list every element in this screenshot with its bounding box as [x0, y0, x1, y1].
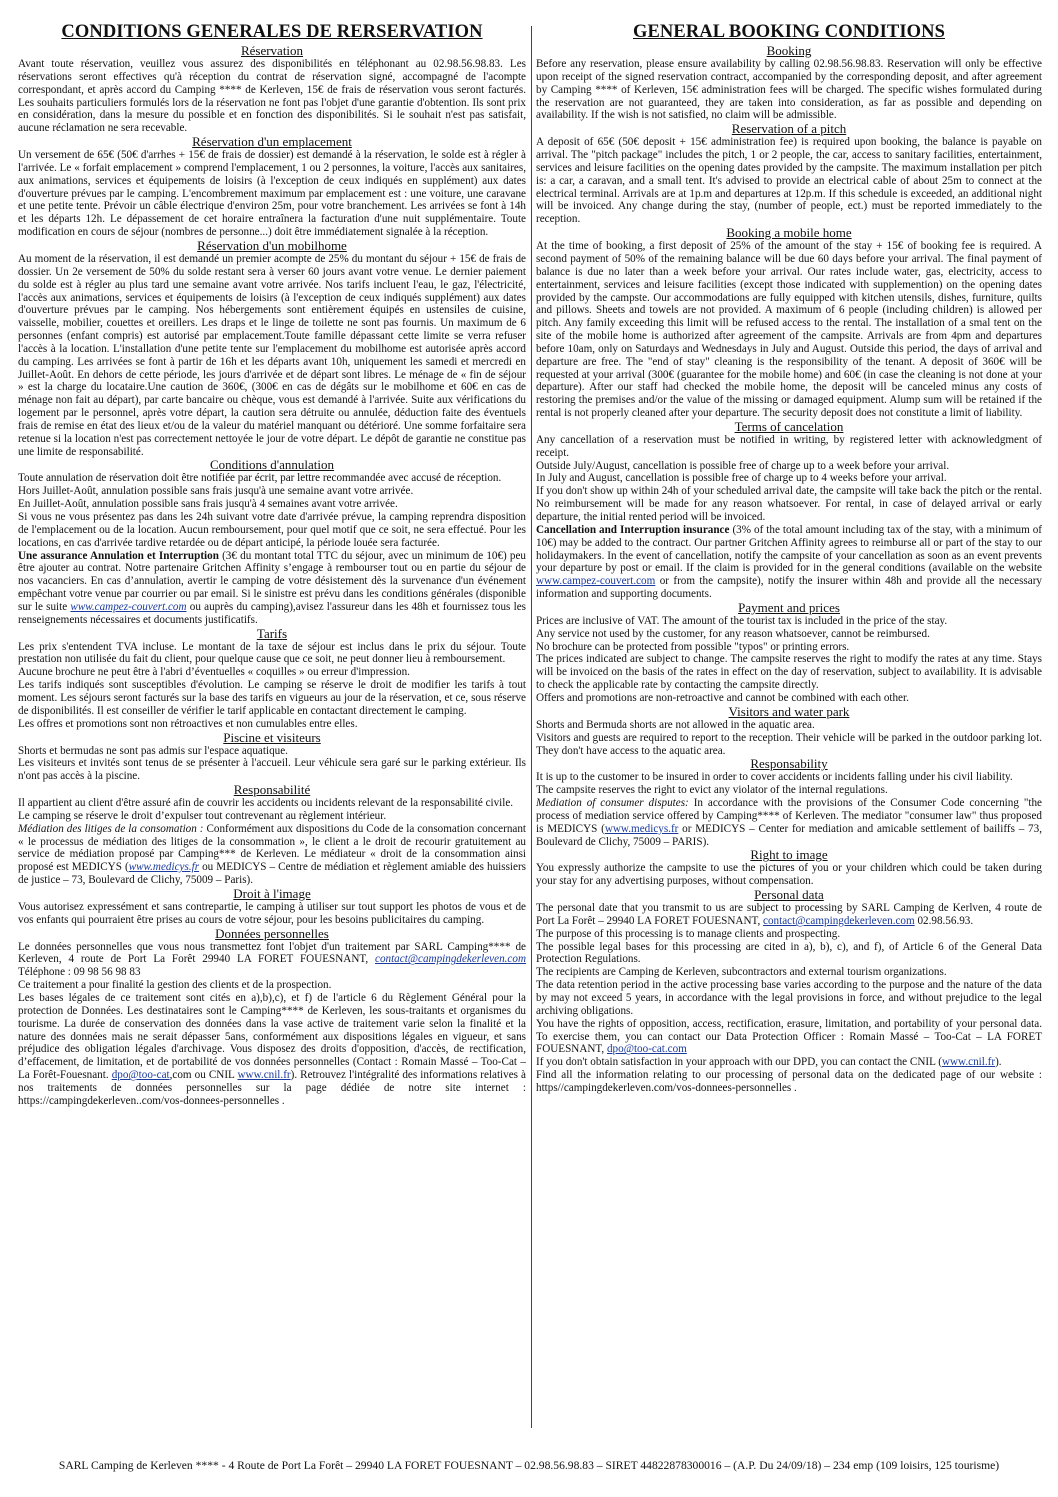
section-heading: Booking a mobile home	[726, 225, 852, 241]
section-paragraph: Ce traitement a pour finalité la gestion des clients et de la prospection.	[18, 979, 332, 992]
english-title: GENERAL BOOKING CONDITIONS	[632, 22, 946, 42]
section-heading: Tarifs	[256, 625, 288, 641]
section-heading: Données personnelles	[215, 925, 329, 941]
section-paragraph: No brochure can be protected from possible "typos" or printing errors.	[536, 640, 850, 653]
inline-link[interactable]: www.cnil.fr	[941, 1056, 996, 1069]
french-title: CONDITIONS GENERALES DE RERSERVATION	[61, 22, 483, 42]
section-paragraph: Find all the information relating to our processing of personal data on the dedicated page of our website : https//campingdekerleven.com/vos-donnees-personnelles .	[536, 1069, 1042, 1094]
section-paragraph: If you don't obtain satisfaction in your approach with our DPD, you can contact the CNIL (www.cnil.fr).	[536, 1056, 1002, 1069]
section-paragraph: At the time of booking, a first deposit of 25% of the amount of the stay + 15€ of booking fee is required. A second payment of 50% of the remaining balance will be due 60 days before your arrival. The final payment of balance is due no later than a week before your arrival. Our rates include water, gas, electricity, access to entertainment, services and leisure facilities (except those indicated with supplemention) on the opening dates provided by the campste. Our accommodations are fully equipped with kitchen utensils, dishes, furniture, quilts and pillows. Sheets and towels are not provided. A maximum of 6 people (including children) is allowed per pitch. Any family exceeding this limit will be refused access to the rental. The installation of a smal tent on the site of the mobile home is authorized after agreement of the campsite. Arrivals are from 4pm and departures before 10am, only on Saturdays and Wednesdays in July and August. Outside this period, the days of arrival and departure are free. The "end of stay" cleaning is the responsibility of the tenant. A deposit of 360€ will be requested at your arrival (300€ (guarantee for the mobile home) and 60€ (in case the cleaning is not done at your departure). After our staff had checked the mobile home, the deposit will be canceled minus any costs of restoring the premises and/or the value of the missing or damaged equipment. Alump sum will be retained if the rental is not properly cleaned after your departure. The security deposit does not constitute a limit of liability.	[536, 240, 1042, 420]
section-paragraph: Aucune brochure ne peut être à l'abri d’éventuelles « coquilles » ou erreur d'impression.	[18, 666, 410, 679]
section-heading: Booking	[766, 43, 812, 58]
section-paragraph: A deposit of 65€ (50€ deposit + 15€ administration fee) is required upon booking, the balance is payable on arrival. The "pitch package" includes the pitch, 1 or 2 people, the car, access to sanitary facilities, entertainment, services and leisure facilities on the opening dates provided by the campsite. The maximum installation per pitch is: a car, a caravan, and a small tent. It's advised to provide an electrical cable of about 25m to connect at the electrical terminal. Arrivals are at 1p.m and departures at 12p.m. If this schedule is exceeded, an additional night will be invoiced. Any change during the stay, (number of people, ect.) must be reported immediately to the reception.	[536, 136, 1042, 226]
section-paragraph: If you don't show up within 24h of your scheduled arrival date, the campsite will take back the pitch or the rental. No reimbursement will be made for any reason whatsoever. For rental, in case of delayed arrival or early departure, the initial rented period will be invoiced.	[536, 485, 1042, 523]
section-paragraph: Avant toute réservation, veuillez vous assurez des disponibilités en téléphonant au 02.98.56.98.83. Les réservations seront effectives qu'à réception du contrat de réservation signé, accompagné de l'acompte correspondant, et après accord du Camping **** de Kerleven, 15€ de frais de réservation vous seront facturés. Les souhaits particuliers formulés lors de la réservation ne font pas l'objet d'une garantie d'obtention. Ils sont prix en considération, dans la mesure du possible et en fonction des disponibilités. Si le souhait n'est pas satisfait, aucune réclamation ne sera recevable.	[18, 58, 526, 135]
section-heading: Droit à l'image	[233, 885, 311, 901]
section-paragraph: Outside July/August, cancellation is possible free of charge up to a week before your arrival.	[536, 459, 950, 472]
section-paragraph: Visitors and guests are required to report to the reception. Their vehicle will be parked in the outdoor parking lot. They don't have access to the aquatic area.	[536, 731, 1042, 757]
section-paragraph: Les prix s'entendent TVA incluse. Le montant de la taxe de séjour est inclus dans le prix du séjour. Toute prestation non utilisée du fait du client, pour quelque cause que ce soit, ne peut donner lieu à remboursement.	[18, 640, 526, 666]
french-sections	[18, 44, 526, 1108]
section-paragraph: Cancellation and Interruption insurance (3% of the total amount including tax of the stay, with a minimum of 10€) may be added to the contract. Our partner Gritchen Affinity agrees to reimburse all or part of the stay to our holidaymakers. In the event of cancellation, notify the campsite of your cancellation as soon as an event prevents your departure by post or email. If the claim is provided for in the general conditions (available on the website www.campez-couvert.com or from the campsite), notify the insurer within 48h and provide all the necessary information and supporting documents.	[536, 523, 1043, 601]
section-paragraph: Toute annulation de réservation doit être notifiée par écrit, par lettre recommandée avec accusé de réception.	[18, 472, 502, 485]
section-paragraph: Any cancellation of a reservation must be notified in writing, by registered letter with acknowledgment of receipt.	[536, 433, 1042, 459]
section-paragraph: It is up to the customer to be insured in order to cover accidents or incidents falling under his civil liability.	[536, 771, 1013, 784]
section-heading: Payment and prices	[738, 599, 840, 615]
section-paragraph: Une assurance Annulation et Interruption (3€ du montant total TTC du séjour, avec un minimum de 10€) peu être ajouter au contrat. Notre partenaire Gritchen Affinity s’engage à rembourser tout ou en partie du séjour de nos vacanciers. En cas d’annulation, avertir le camping de votre désistement dès la survenance d'un événement empêchant votre venue par courrier ou par email. Si le sinistre est prévu dans les conditions générales (disponible sur le suite www.campez-couvert.com ou auprès du camping),avisez l'assureur dans les 48h et fournissez tous les renseignements nécessaires et documents justificatifs.	[18, 549, 527, 626]
inline-link[interactable]: www.campez-couvert.com	[70, 600, 187, 613]
document-page	[18, 22, 1042, 1442]
section-paragraph: Before any reservation, please ensure availability by calling 02.98.56.98.83. Reservation will only be effective upon receipt of the signed reservation contract, accompanied by the corresponding deposit, and after agreement by Camping **** of Kerleven, 15€ administration fees will be charged. The specific wishes formulated during the reservation are not guaranteed, they are taken into consideration, as far as possible and depending on availability. If the wish is not satisfied, no claim will be admissible.	[536, 58, 1042, 122]
section-paragraph: Le camping se réserve le droit d’expulser tout contrevenant au règlement intérieur.	[18, 809, 387, 822]
section-heading: Visitors and water park	[728, 703, 850, 719]
section-paragraph: The personal date that you transmit to us are subject to processing by SARL Camping de Kerlven, 4 route de Port La Forêt – 29940 LA FORET FOUESNANT, contact@campingdekerleven.com 02.98.56.93.	[536, 902, 1042, 927]
inline-link[interactable]: dpo@too-cat.com	[606, 1043, 687, 1056]
inline-link[interactable]: www.medicys.fr	[604, 822, 679, 835]
section-heading: Terms of cancelation	[734, 418, 844, 434]
inline-link[interactable]: www.campez-couvert.com	[536, 575, 656, 588]
inline-link[interactable]: www.medicys.fr	[128, 861, 200, 874]
section-paragraph: In July and August, cancellation is possible free of charge up to 4 weeks before your arrival.	[536, 472, 947, 485]
section-heading: Réservation d'un emplacement	[192, 134, 352, 150]
english-column	[536, 22, 1042, 1095]
section-paragraph: Prices are inclusive of VAT. The amount of the tourist tax is included in the price of the stay.	[536, 614, 948, 627]
section-paragraph: The data retention period in the active processing base varies according to the purpose and the nature of the data by may not exceed 5 years, in accordance with the legal provisions in force, and without prejudice to the legal archiving obligations.	[536, 979, 1042, 1017]
section-paragraph: Les offres et promotions sont non rétroactives et non cumulables entre elles.	[18, 717, 358, 730]
section-paragraph: Any service not used by the customer, for any reason whatsoever, cannot be reimbursed.	[536, 627, 930, 640]
section-paragraph: Au moment de la réservation, il est demandé un premier acompte de 25% du montant du séjour + 15€ de frais de dossier. Un 2e versement de 50% du solde restant sera à verser 60 jours avant votre venue. Le dernier paiement du solde est à régler au plus tard une semaine avant votre arrivée. Nos tarifs incluent l'eau, le gaz, l'électricité, l'accès aux animations, services et équipements de loisirs (à l'exception de ceux indiqués supplément) aux dates d'ouverture prévues par le camping. Nos hébergements sont entièrement équipés en ustensiles de cuisine, vaisselle, mobilier, couettes et oreillers. Les draps et le linge de toilette ne sont pas fournis. Un maximum de 6 personnes (enfant compris) est autorisé par emplacement.Toute famille dépassant cette limite se verra refuser l'accès à la location. L'installation d'une petite tente sur l'emplacement du mobilhome est autorisée après accord du camping. Les arrivées se font à partir de 16h et les départs avant 10h, uniquement les samedi et mercredi en Juillet-Août. En dehors de cette période, les jours d'arrivée et de départ sont libres. Le ménage de « fin de séjour » est la charge du locataire.Une caution de 360€, (300€ en cas de dégâts sur le mobilhome et 60€ en cas de ménage non fait au départ), par carte bancaire ou chèque, vous est demandé à l'arrivée. Suite aux vérifications du logement par le personnel, après votre départ, la caution sera détruite ou annulée, déduction faite des éventuels frais de remise en état des lieux et/ou de la valeur du matériel manquant ou détérioré. Une somme forfaitaire sera retenue si la location n'est pas correctement nettoyée le jour de votre départ. Le dépôt de garantie ne constitue pas une limite de responsabilité.	[18, 252, 526, 458]
section-paragraph: The recipients are Camping de Kerleven, subcontractors and external tourism organizations.	[536, 966, 947, 979]
french-column	[18, 22, 526, 1108]
section-paragraph: Les bases légales de ce traitement sont cités en a),b),c), et f) de l'article 6 du Règlement Général pour la protection de Données. Les destinataires sont le Camping**** de Kerleven, les sous-traitants et organismes du tourisme. La durée de conservation des données dans la vase active de traitement varie selon la finalité et la nature des données mais ne serait dépasser 5ans, conformément aux dispositions légales en vigueur, et sans préjudice des obligation légales d'archivage. Vous disposez des droits d'opposition, d'accès, de rectification, d’effacement, de limitation, et de portabilité de vos données personnelles (Contact : Romain Massé – Too-Cat – La Forêt-Fouesnant. dpo@too-cat,com ou CNIL www.cnil.fr). Retrouvez l'intégralité des informations relatives à nos traitements de données personnelles sur la page dédiée de notre site internet : https://campingdekerleven..com/vos-donnees-personnelles .	[18, 992, 527, 1107]
section-heading: Responsabilité	[233, 782, 311, 798]
inline-link[interactable]: dpo@too-cat	[111, 1069, 170, 1082]
section-heading: Réservation d'un mobilhome	[197, 237, 347, 253]
section-paragraph: Les tarifs indiqués sont susceptibles d'évolution. Le camping se réserve le droit de modifier les tarifs à tout moment. Les séjours seront facturés sur la base des tarifs en vigueurs au jour de la réservation, et ce, sous réserve de disponibilités. Il est conseiller de vérifier le tarif applicable en contactant directement le camping.	[18, 679, 526, 717]
english-sections	[536, 44, 1042, 1095]
section-heading: Piscine et visiteurs	[223, 729, 321, 745]
section-paragraph: En Juillet-Août, annulation possible sans frais jusqu'à 4 semaines avant votre arrivée.	[18, 498, 398, 511]
section-paragraph: Il appartient au client d'être assuré afin de couvrir les accidents ou incidents relevant de la responsabilité civile.	[18, 797, 514, 810]
section-heading: Reservation of a pitch	[731, 121, 847, 137]
section-paragraph: You expressly authorize the campsite to use the pictures of you or your children which could be taken during your stay for any advertising purposes, without compensation.	[536, 862, 1042, 888]
section-paragraph: Vous autorisez expressément et sans contrepartie, le camping à utiliser sur tout support les photos de vous et de vos enfants qui pourraient être prises au cours de votre séjour, pour les besoins publicitaires du camping.	[18, 900, 526, 926]
section-paragraph: Si vous ne vous présentez pas dans les 24h suivant votre date d'arrivée prévue, la camping reprendra disposition de l'emplacement ou de la location. Aucun remboursement, pour quel motif que ce soit, ne sera effectué. Pour les locations, en cas d'arrivée tardive retardée ou de départ anticipé, la période louée sera facturée.	[18, 511, 526, 549]
section-heading: Réservation	[240, 43, 304, 58]
section-paragraph: Les visiteurs et invités sont tenus de se présenter à l'accueil. Leur véhicule sera garé sur le parking extérieur. Ils n'ont pas accès à la piscine.	[18, 757, 526, 783]
section-paragraph: The possible legal bases for this processing are cited in a), b), c), and f), of Article 6 of the General Data Protection Regulations.	[536, 940, 1042, 966]
section-heading: Conditions d'annulation	[209, 457, 335, 473]
inline-link[interactable]: www.cnil.fr	[237, 1069, 291, 1082]
section-paragraph: The purpose of this processing is to manage clients and prospecting.	[536, 927, 841, 940]
section-paragraph: Offers and promotions are non-retroactive and cannot be combined with each other.	[536, 691, 909, 704]
section-paragraph: Mediation of consumer disputes: In accordance with the provisions of the Consumer Code concerning "the process of mediation service offered by Camping**** of Kerleven. The mediator "consumer law" thus proposed is MEDICYS (www.medicys.fr or MEDICYS – Center for mediation and amicable settlement of bailiffs – 73, Boulevard de Clichy, 75009 – PARIS).	[536, 797, 1043, 848]
section-paragraph: The campsite reserves the right to evict any violator of the internal regulations.	[536, 784, 888, 797]
company-footer: SARL Camping de Kerleven **** - 4 Route de Port La Forêt – 29940 LA FORET FOUESNANT – 02.98.56.98.83 – SIRET 44822878300016 – (A.P. Du 24/09/18) – 234 emp (109 loisirs, 125 tourisme)	[58, 1459, 1000, 1472]
section-heading: Right to image	[750, 847, 828, 863]
inline-link[interactable]: contact@campingdekerleven.com	[763, 914, 915, 927]
section-paragraph: Shorts et bermudas ne sont pas admis sur l'espace aquatique.	[18, 744, 288, 757]
section-paragraph: Hors Juillet-Août, annulation possible sans frais jusqu'à une semaine avant votre arrivée.	[18, 485, 414, 498]
section-paragraph: The prices indicated are subject to change. The campsite reserves the right to modify the rates at any time. Stays will be invoiced on the basis of the rates in effect on the day of reservation, subject to availability. It is advisable to check the applicable rate by contacting the campsite directly.	[536, 653, 1042, 692]
section-heading: Personal data	[754, 887, 824, 903]
section-paragraph: Le données personnelles que vous nous transmettez font l'objet d'un traitement par SARL Camping**** de Kerleven, 4 route de Port La Forêt 29940 LA FORET FOUESNANT, contact@campingdekerleven.com Téléphone : 09 98 56 98 83	[18, 940, 526, 979]
section-paragraph: Médiation des litiges de la consomation : Conformément aux dispositions du Code de la consomation concernant « le processus de médiation des litiges de la consommation », le client a le droit de recourir gratuitement au service de médiation proposé par Camping*** de Kerleven. Le médiateur « droit de la consommation ainsi proposé est MEDICYS (www.medicys.fr ou MEDICYS – Centre de médiation et règlement amiable des huissiers de justice – 73, Boulevard de Clichy, 75009 – Paris).	[18, 822, 526, 887]
inline-link[interactable]: contact@campingdekerleven.com	[375, 953, 526, 966]
column-divider	[531, 26, 532, 1428]
section-paragraph: You have the rights of opposition, access, rectification, erasure, limitation, and portability of your personal data. To exercise them, you can contact our Data Protection Officer : Romain Massé – Too-Cat – LA FORET FOUESNANT, dpo@too-cat.com	[536, 1017, 1042, 1056]
section-paragraph: Shorts and Bermuda shorts are not allowed in the aquatic area.	[536, 718, 815, 731]
section-paragraph: Un versement de 65€ (50€ d'arrhes + 15€ de frais de dossier) est demandé à la réservation, le solde est à régler à l'arrivée. Le « forfait emplacement » comprend l'emplacement, 1 ou 2 personnes, la voiture, l'accès aux sanitaires, aux animations, services et équipements de loisirs (à l'exception de ceux indiqués en supplément) aux dates d'ouverture prévues par le camping. L'encombrement maximum par emplacement est : une voiture, une caravane et une petite tente. Prévoir un câble électrique d'environ 25m, pour votre branchement. Les arrivées se font à 14h et les départs 12h. Le dépassement de cet horaire entraînera la facturation d'une nuit supplémentaire. Toute modification en cours de séjour (nombres de personne...) doit être immédiatement signalée à la réception.	[18, 149, 526, 239]
section-heading: Responsability	[750, 756, 828, 772]
